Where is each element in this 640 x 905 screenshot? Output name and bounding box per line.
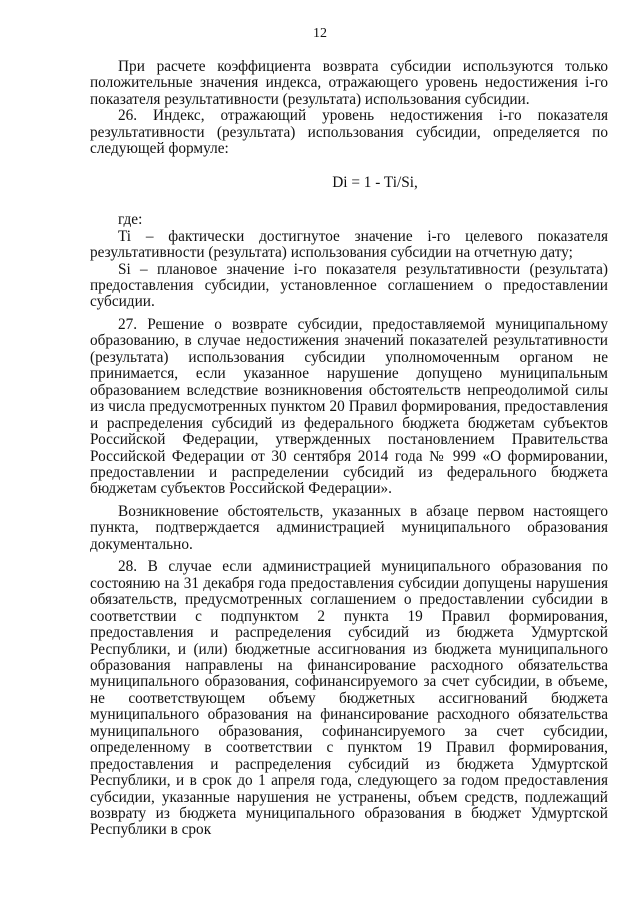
paragraph-26: 26. Индекс, отражающий уровень недостижения i-го показателя результативности (результата) использования субсидии, определяется по следующей формуле: (90, 107, 608, 158)
formula-where-label: где: (118, 211, 143, 229)
paragraph-27-second: Возникновение обстоятельств, указанных в абзаце первом настоящего пункта, подтверждается администрацией муниципального образования документально. (90, 502, 608, 553)
page-number: 12 (313, 26, 327, 41)
definition-si: Si – плановое значение i-го показателя результативности (результата) предоставления субсидии, установленное соглашением о предоставлении субсидии. (90, 260, 608, 311)
document-body (90, 59, 608, 839)
formula-di: Di = 1 - Ti/Si, (332, 173, 418, 191)
paragraph-28: 28. В случае если администрацией муниципального образования по состоянию на 31 декабря года предоставления субсидии допущены нарушения обязательств, предусмотренных соглашением о предоставлении субсидии в соответствии с подпунктом 2 пункта 19 Правил формирования, предоставления и распределения субсидий из бюджета Удмуртской Республики, и (или) бюджетные ассигнования из бюджета муниципального образования направлены на финансирование расходного обязательства муниципального образования, софинансируемого за счет субсидии, в объеме, не соответствующем объему бюджетных ассигнований бюджета муниципального образования на финансирование расходного обязательства муниципального образования, софинансируемого за счет субсидии, определенному в соответствии с пунктом 19 Правил формирования, предоставления и распределения субсидий из бюджета Удмуртской Республики, и в срок до 1 апреля года, следующего за годом предоставления субсидии, указанные нарушения не устранены, объем средств, подлежащий возврату из бюджета муниципального образования в бюджет Удмуртской Республики в срок (90, 558, 608, 839)
paragraph-27: 27. Решение о возврате субсидии, предоставляемой муниципальному образованию, в случае недостижения значений показателей результативности (результата) использования субсидии уполномоченным органом не принимается, если указанное нарушение допущено муниципальным образованием вследствие возникновения обстоятельств непреодолимой силы из числа предусмотренных пунктом 20 Правил формирования, предоставления и распределения субсидий из федерального бюджета бюджетам субъектов Российской Федерации, утвержденных постановлением Правительства Российской Федерации от 30 сентября 2014 года № 999 «О формировании, предоставлении и распределении субсидий из федерального бюджета бюджетам субъектов Российской Федерации». (90, 315, 608, 498)
definition-ti: Ti – фактически достигнутое значение i-го целевого показателя результативности (результата) использования субсидии на отчетную дату; (90, 227, 608, 262)
paragraph-positive-values: При расчете коэффициента возврата субсидии используются только положительные значения индекса, отражающего уровень недостижения i-го показателя результативности (результата) использования субсидии. (90, 58, 608, 108)
